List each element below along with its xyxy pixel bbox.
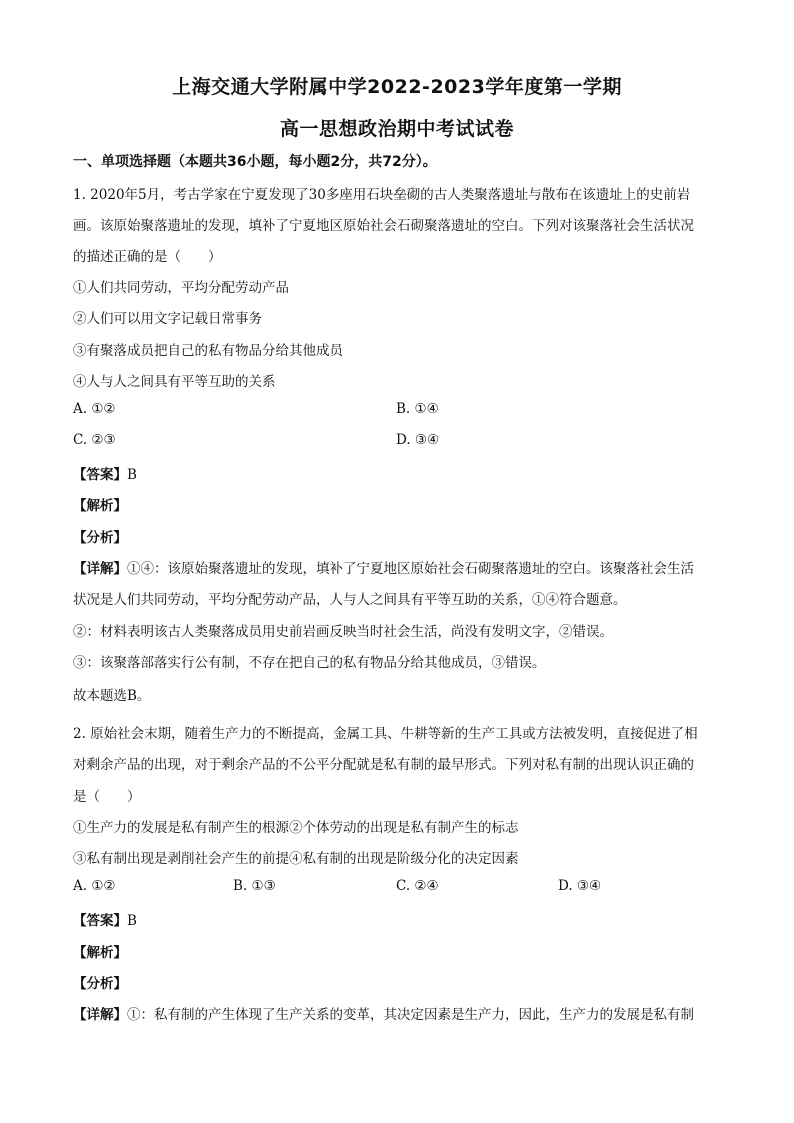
q1-item: ③有聚落成员把自己的私有物品分给其他成员	[73, 343, 343, 359]
section-heading: 一、单项选择题（本题共36小题，每小题2分，共72分）。	[73, 154, 437, 170]
exam-title-line1: 上海交通大学附属中学2022-2023学年度第一学期	[172, 76, 622, 98]
q1-stem-line: 的描述正确的是（ ）	[73, 249, 222, 265]
answer-value: B	[127, 913, 137, 929]
q1-item: ④人与人之间具有平等互助的关系	[73, 374, 276, 390]
answer-label: 【答案】	[73, 467, 127, 483]
q1-option-d: D. ③④	[396, 432, 440, 448]
q1-detail	[73, 557, 694, 577]
q1-option-c: C. ②③	[73, 432, 116, 448]
q2-option-c: C. ②④	[396, 878, 439, 894]
q1-stem-line: 1. 2020年5月，考古学家在宁夏发现了30多座用石块垒砌的古人类聚落遗址与散布在该遗址上的史前岩	[73, 187, 691, 203]
q2-answer	[73, 909, 137, 929]
q2-stem-line: 是（ ）	[73, 789, 141, 805]
detail-label: 【详解】	[73, 561, 127, 577]
q2-stem-line: 对剩余产品的出现，对于剩余产品的不公平分配就是私有制的最早形式。下列对私有制的出现认识正确的	[73, 757, 694, 773]
answer-value: B	[127, 467, 137, 483]
q2-analysis-label: 【解析】	[73, 945, 127, 961]
q1-fenxi-label: 【分析】	[73, 530, 127, 546]
q2-option-a: A. ①②	[73, 878, 116, 894]
q2-item: ③私有制出现是剥削社会产生的前提④私有制的出现是阶级分化的决定因素	[73, 851, 519, 867]
q1-stem-line: 画。该原始聚落遗址的发现，填补了宁夏地区原始社会石砌聚落遗址的空白。下列对该聚落社会生活状况	[73, 218, 694, 234]
q2-option-b: B. ①③	[233, 878, 276, 894]
detail-text: ①④：该原始聚落遗址的发现，填补了宁夏地区原始社会石砌聚落遗址的空白。该聚落社会生活	[127, 561, 694, 577]
q2-fenxi-label: 【分析】	[73, 976, 127, 992]
q2-item: ①生产力的发展是私有制产生的根源②个体劳动的出现是私有制产生的标志	[73, 820, 519, 836]
q1-analysis-label: 【解析】	[73, 498, 127, 514]
detail-text: ①：私有制的产生体现了生产关系的变革，其决定因素是生产力，因此，生产力的发展是私有制	[127, 1007, 694, 1023]
q1-detail-line: 状况是人们共同劳动，平均分配劳动产品，人与人之间具有平等互助的关系，①④符合题意。	[73, 592, 627, 608]
exam-title-line2: 高一思想政治期中考试试卷	[279, 118, 514, 140]
q1-item: ②人们可以用文字记载日常事务	[73, 311, 262, 327]
q1-option-b: B. ①④	[396, 401, 439, 417]
answer-label: 【答案】	[73, 913, 127, 929]
q1-answer	[73, 463, 137, 483]
q1-detail-line: ②：材料表明该古人类聚落成员用史前岩画反映当时社会生活，尚没有发明文字，②错误。	[73, 624, 613, 640]
q2-option-d: D. ③④	[558, 878, 602, 894]
q2-stem-line: 2. 原始社会末期，随着生产力的不断提高，金属工具、牛耕等新的生产工具或方法被发明，直接促进了相	[73, 726, 698, 742]
detail-label: 【详解】	[73, 1007, 127, 1023]
q1-conclusion: 故本题选B。	[73, 688, 151, 704]
q1-option-a: A. ①②	[73, 401, 116, 417]
q1-item: ①人们共同劳动，平均分配劳动产品	[73, 280, 289, 296]
q1-detail-line: ③：该聚落部落实行公有制，不存在把自己的私有物品分给其他成员，③错误。	[73, 655, 546, 671]
q2-detail	[73, 1003, 694, 1023]
